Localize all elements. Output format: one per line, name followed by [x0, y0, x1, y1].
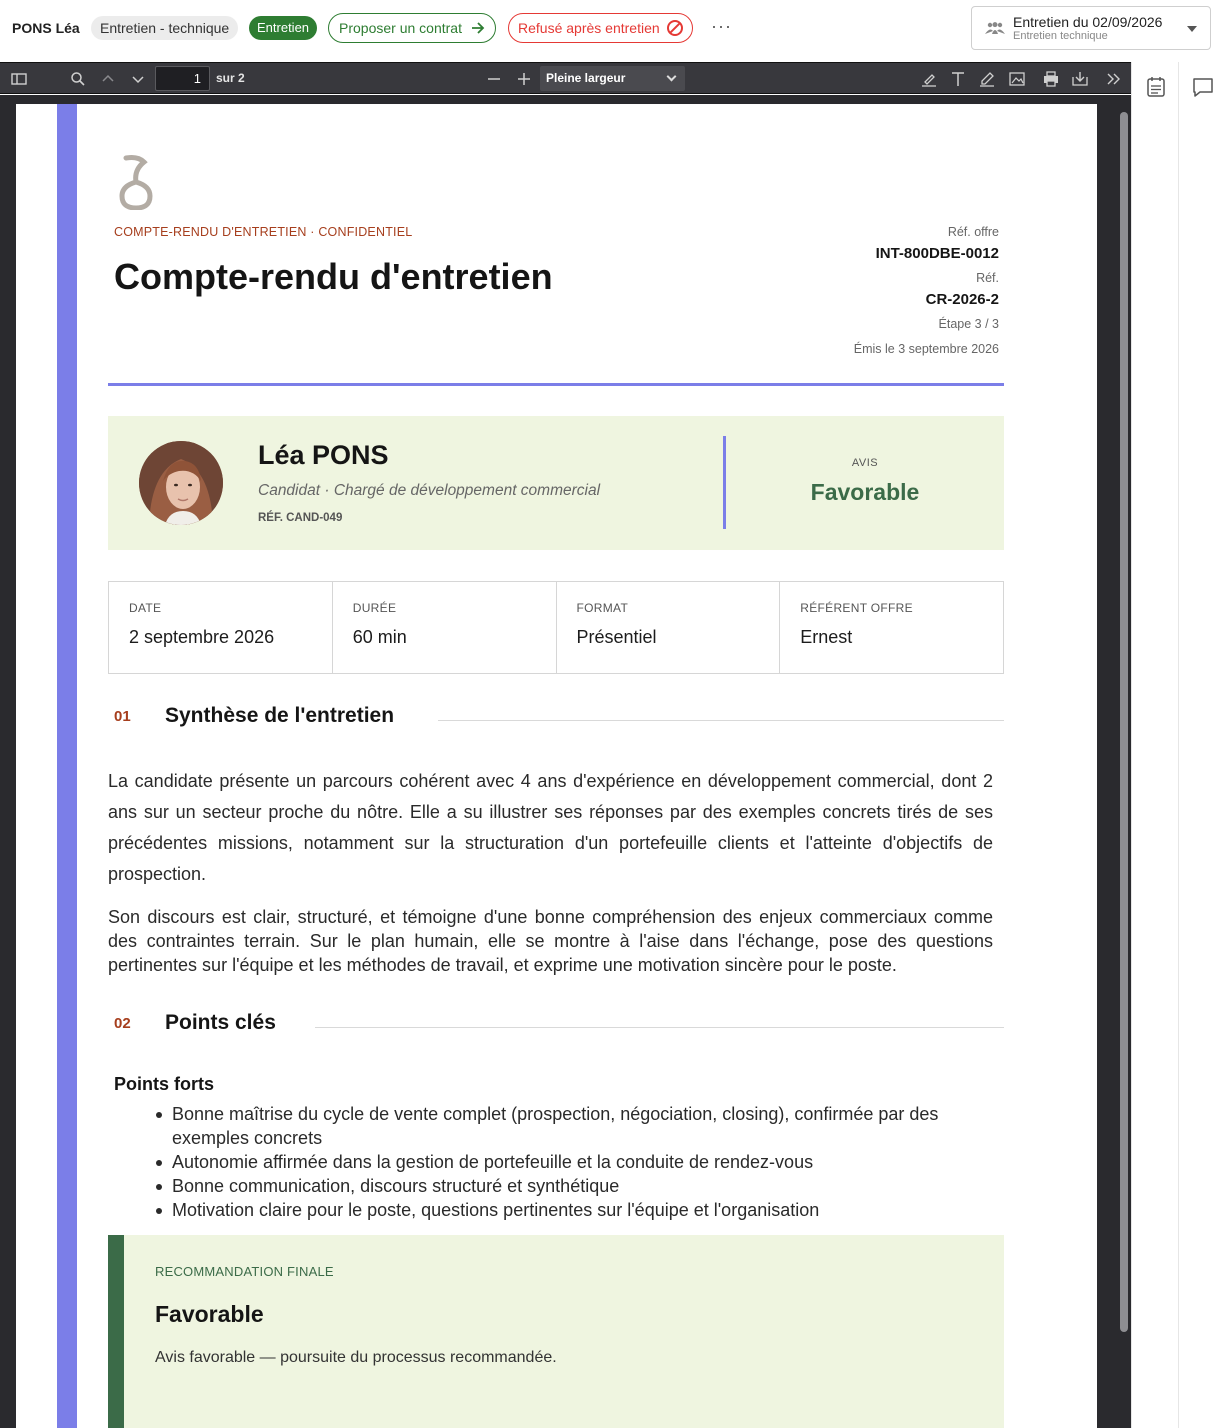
page-number-input[interactable]: [155, 66, 210, 91]
chevron-down-icon[interactable]: [128, 69, 148, 89]
page-total: sur 2: [216, 71, 245, 85]
list-item: Autonomie affirmée dans la gestion de portefeuille et la conduite de rendez-vous: [172, 1150, 1002, 1174]
ban-icon: [667, 20, 683, 36]
doc-title: Compte-rendu d'entretien: [114, 256, 553, 297]
section-title: Synthèse de l'entretien: [165, 704, 395, 727]
caret-down-icon: [1187, 26, 1197, 32]
propose-contract-label: Proposer un contrat: [339, 20, 462, 36]
app-header: [0, 0, 1222, 62]
info-label: DATE: [129, 601, 162, 615]
candidate-card: [108, 416, 1004, 550]
section-title: Points clés: [165, 1011, 276, 1034]
reco-accent-bar: [108, 1235, 124, 1428]
issued-date: Émis le 3 septembre 2026: [853, 342, 999, 356]
side-rail-comments: [1179, 62, 1222, 1428]
company-logo-icon: [116, 154, 156, 210]
offer-ref: INT-800DBE-0012: [875, 245, 999, 262]
avis-value: Favorable: [810, 479, 920, 505]
sidebar-toggle-icon[interactable]: [9, 69, 29, 89]
notes-icon[interactable]: [1146, 76, 1166, 98]
list-item: Motivation claire pour le poste, questions pertinentes sur l'équipe et l'organisation: [172, 1198, 1002, 1222]
highlight-icon[interactable]: [919, 69, 939, 89]
stage-tag: Entretien - technique: [91, 16, 238, 40]
session-select[interactable]: [971, 6, 1211, 50]
propose-contract-button[interactable]: [328, 13, 496, 43]
viewer-scrollbar[interactable]: [1117, 95, 1131, 1428]
session-subtitle: Entretien technique: [1013, 30, 1108, 42]
print-icon[interactable]: [1041, 69, 1061, 89]
session-title: Entretien du 02/09/2026: [1013, 14, 1163, 30]
download-icon[interactable]: [1070, 69, 1090, 89]
doc-eyebrow: COMPTE-RENDU D'ENTRETIEN · CONFIDENTIEL: [114, 225, 413, 239]
info-label: FORMAT: [576, 601, 629, 615]
info-cell-format: [557, 582, 781, 673]
header-rule: [108, 383, 1004, 386]
reco-value: Favorable: [155, 1301, 264, 1327]
candidate-name: Léa PONS: [258, 440, 389, 470]
refuse-button[interactable]: [508, 13, 693, 43]
people-icon: [985, 22, 1005, 34]
more-options-button[interactable]: ···: [711, 16, 732, 36]
info-cell-referent: [780, 582, 1003, 673]
draw-icon[interactable]: [977, 69, 997, 89]
pdf-page: [16, 104, 1097, 1428]
ref-label: Réf.: [976, 271, 999, 285]
zoom-select[interactable]: [540, 66, 685, 91]
zoom-out-icon[interactable]: [484, 69, 504, 89]
search-icon[interactable]: [68, 69, 88, 89]
zoom-in-icon[interactable]: [514, 69, 534, 89]
info-cell-duration: [333, 582, 557, 673]
section-rule: [315, 1027, 1004, 1028]
chevron-up-icon[interactable]: [98, 69, 118, 89]
doc-ref: CR-2026-2: [925, 291, 999, 308]
info-label: DURÉE: [352, 601, 397, 615]
avis-label: AVIS: [851, 457, 879, 469]
text-icon[interactable]: [948, 69, 968, 89]
final-recommendation: [108, 1235, 1004, 1428]
candidate-ref: RÉF. CAND-049: [258, 512, 343, 524]
synthesis-paragraph-1: La candidate présente un parcours cohérent avec 4 ans d'expérience en développement commercial, dont 2 ans sur un secteur proche du nôtre. Elle a su illustrer ses réponses par des exemples concrets tirés de ses précédentes missions, notamment sur la structuration d'un portefeuille clients et l'atteinte d'objectifs de prospection.: [108, 771, 993, 884]
status-badge: Entretien: [249, 16, 317, 40]
side-rail-notes: [1131, 62, 1179, 1428]
info-value: 2 septembre 2026: [129, 627, 275, 647]
list-item: Bonne maîtrise du cycle de vente complet (prospection, négociation, closing), confirmée par des exemples concrets: [172, 1102, 1002, 1150]
scrollbar-thumb[interactable]: [1120, 112, 1128, 1332]
pdf-toolbar: [0, 62, 1131, 94]
chevron-down-icon: [667, 72, 677, 82]
image-icon[interactable]: [1007, 69, 1027, 89]
zoom-value: Pleine largeur: [546, 71, 626, 85]
list-item: Bonne communication, discours structuré et synthétique: [172, 1174, 1002, 1198]
double-chevron-right-icon[interactable]: [1104, 69, 1124, 89]
pdf-viewer[interactable]: [0, 95, 1131, 1428]
arrow-right-icon: [471, 14, 485, 42]
info-value: Ernest: [800, 627, 853, 647]
info-value: Présentiel: [576, 627, 657, 647]
reco-text: Avis favorable — poursuite du processus recommandée.: [155, 1349, 557, 1366]
section-rule: [438, 720, 1004, 721]
section-number: 02: [114, 1015, 131, 1032]
section-number: 01: [114, 708, 131, 725]
info-cell-date: [109, 582, 333, 673]
accent-strip: [57, 104, 77, 1428]
offer-ref-label: Réf. offre: [947, 225, 999, 239]
refuse-label: Refusé après entretien: [518, 20, 660, 36]
strengths-list: [172, 1102, 1002, 1222]
reco-label: RECOMMANDATION FINALE: [155, 1264, 334, 1279]
strengths-title: Points forts: [114, 1074, 215, 1094]
comment-icon[interactable]: [1192, 76, 1214, 98]
avatar: [139, 441, 223, 525]
interview-info-grid: [108, 581, 1004, 674]
info-label: RÉFÉRENT OFFRE: [800, 601, 913, 615]
info-value: 60 min: [352, 627, 407, 647]
doc-meta: [854, 225, 999, 367]
synthesis-paragraph-2: Son discours est clair, structuré, et témoigne d'une bonne compréhension des enjeux commerciaux comme des contraintes terrain. Sur le plan humain, elle se montre à l'aise dans l'échange, pose des questions pertinentes sur l'équipe et les méthodes de travail, et exprime une motivation sincère pour le poste.: [108, 907, 993, 975]
candidate-name-header: PONS Léa: [12, 20, 80, 36]
step-indicator: Étape 3 / 3: [938, 317, 999, 331]
candidate-role: Candidat · Chargé de développement commercial: [258, 482, 601, 499]
